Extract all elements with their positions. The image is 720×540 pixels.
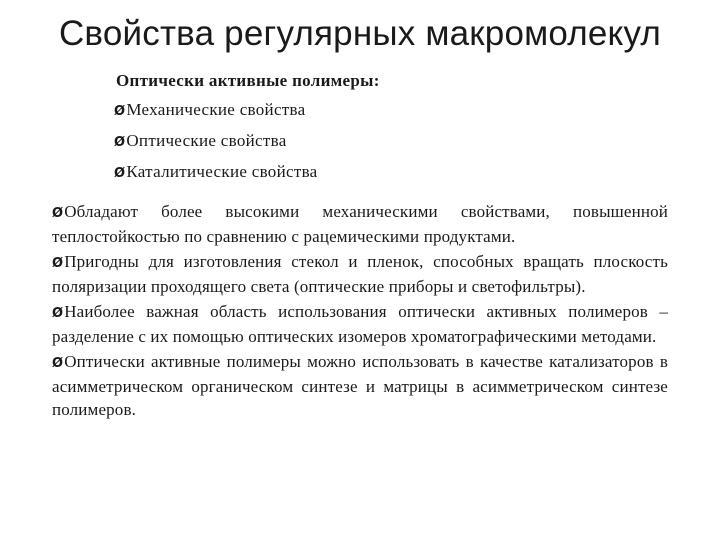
paragraph [52,200,668,248]
paragraph [52,250,668,298]
paragraph-text: Наиболее важная область использования оптически активных полимеров – разделение с их помощью оптических изомеров хроматографическими методами. [52,302,668,346]
list-item [114,130,318,153]
paragraph-text: Пригодны для изготовления стекол и пленок, способных вращать плоскость поляризации проходящего света (оптические приборы и светофильтры). [52,252,668,296]
arrow-bullet-icon: Ø [52,356,64,371]
list-item-text: Каталитические свойства [126,162,318,181]
arrow-bullet-icon: Ø [114,104,126,119]
paragraph-block [52,200,668,423]
arrow-bullet-icon: Ø [52,256,64,271]
subheading: Оптически активные полимеры: [116,71,380,90]
arrow-bullet-icon: Ø [114,166,126,181]
paragraph [52,350,668,421]
arrow-bullet-icon: Ø [52,306,64,321]
paragraph [52,300,668,348]
list-item-text: Оптические свойства [126,131,287,150]
list-item [114,99,318,122]
list-item-text: Механические свойства [126,100,306,119]
paragraph-text: Оптически активные полимеры можно использовать в качестве катализаторов в асимметрическом органическом синтезе и матрицы в асимметрическом синтезе полимеров. [52,352,668,419]
arrow-bullet-icon: Ø [114,135,126,150]
slide-title: Свойства регулярных макромолекул [58,14,662,53]
list-item [114,161,318,184]
properties-list [114,99,318,192]
arrow-bullet-icon: Ø [52,206,64,221]
paragraph-text: Обладают более высокими механическими свойствами, повышенной теплостойкостью по сравнению с рацемическими продуктами. [52,202,668,246]
